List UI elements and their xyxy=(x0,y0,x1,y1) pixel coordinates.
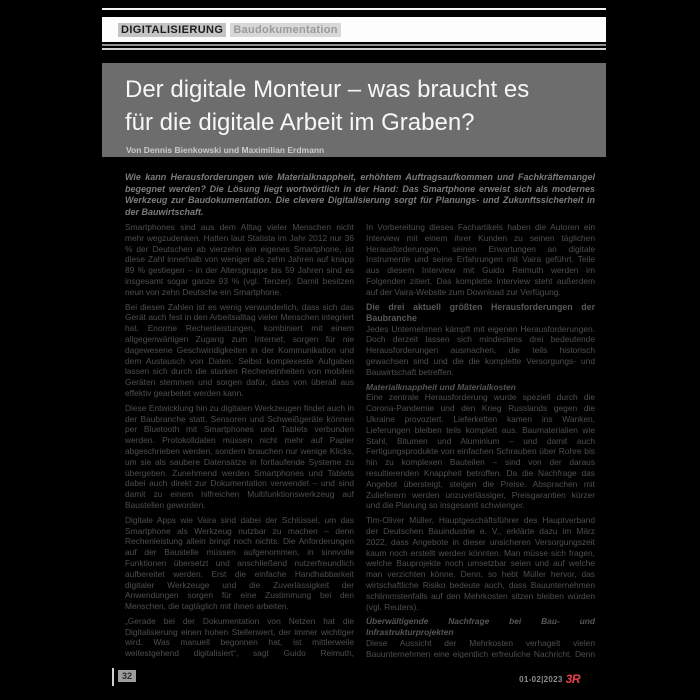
issue-group xyxy=(519,672,580,686)
section-heading: Die drei aktuell größten Herausforderungen der Baubranche xyxy=(366,301,595,323)
page-top-rule xyxy=(102,8,606,10)
page-number: 32 xyxy=(118,670,136,682)
paragraph: Jedes Unternehmen kämpft mit eigenen Herausforderungen. Doch derzeit lassen sich mindestens drei bedeutende Herausforderungen ausmachen, die teils historisch gewachsen sind und die die komplette Versorgungs- und Bauwirtschaft betreffen. xyxy=(366,323,595,377)
paragraph: Diese Entwicklung hin zu digitalen Werkzeugen findet auch in der Baubranche statt. Sensoren und Schweißgeräte können per Bluetooth mit Smartphones und Tablets verbunden werden. Protokolldaten müssen nicht mehr auf Papier abgeschrieben werden, sondern brauchen nur wenige Klicks, um sie als saubere Datensätze in fortlaufende Systeme zu übergeben. Zunehmend werden Smartphones und Tablets dabei auch direkt zur Dokumentation verwendet – und sind damit zu einem hilfreichen Multifunktionswerkzeug auf Baustellen geworden. xyxy=(125,402,354,510)
paragraph: Bei diesen Zahlen ist es wenig verwunderlich, dass sich das Gerät auch fest in den Arbeitsalltag vieler Menschen integriert hat. Enorme Rechenleistungen, kombiniert mit einem allgegenwärtigen Zugang zum Internet, sorgen für nie dagewesene Geschwindigkeiten in der Kommunikation und dem Austausch von Daten. Selbst komplexeste Aufgaben lassen sich durch die starken Recheneinheiten von mobilen Geräten stemmen und sorgen dafür, dass von überall aus effektiv gearbeitet werden kann. xyxy=(125,301,354,398)
paragraph: Digitale Apps wie Vaira sind dabei der Schlüssel, um das Smartphone als Werkzeug nutzbar zu machen – denn Rechenleistung allein bringt noch nichts. Die Anforderungen auf der Baustelle müssen aufgenommen, in sinnvolle Funktionen übersetzt und anschließend nutzerfreundlich aufbereitet werden. Erst die einfache Handhabbarkeit digitaler Werkzeuge und die Zuverlässigkeit der Anwendungen sorgen für eine Zustimmung bei den Menschen, die tagtäglich mit ihnen arbeiten. xyxy=(125,514,354,612)
article-title-line2: für die digitale Arbeit im Graben? xyxy=(125,109,475,136)
right-column xyxy=(366,222,595,658)
article-byline: Von Dennis Bienkowski und Maximilian Erdmann xyxy=(126,145,325,155)
magazine-logo-3r: 3R xyxy=(565,672,580,686)
page-footer xyxy=(100,666,610,690)
subsection-heading: Überwältigende Nachfrage bei Bau- und Infrastrukturprojekten xyxy=(366,616,595,638)
kicker-category: DIGITALISIERUNG xyxy=(118,23,226,37)
subsection-heading: Materialknappheit und Materialkosten xyxy=(366,381,516,392)
article-title-line1: Der digitale Monteur – was braucht es xyxy=(125,76,530,103)
kicker-band xyxy=(102,17,606,42)
article-title xyxy=(125,73,586,139)
paragraph: In Vorbereitung dieses Fachartikels haben die Autoren ein Interview mit einem ihrer Kunden zu seinen täglichen Herausforderungen, seinen Erwartungen an digitale Instrumente und seine Erfahrungen mit Vaira geführt. Teile aus diesem Interview mit Guido Reimuth werden im Folgenden zitiert. Das komplette Interview steht außerdem auf der Vaira-Website zum Download zur Verfügung. xyxy=(366,222,595,297)
page-number-rule xyxy=(112,668,114,686)
intro-paragraph: Wie kann Herausforderungen wie Materialknappheit, erhöhtem Auftragsaufkommen und Fachkräftemangel begegnet werden? Die Lösung liegt wortwörtlich in der Hand: Das Smartphone erweist sich als modernes Werkzeug zur Baudokumentation. Die clevere Digitalisierung sorgt für Planungs- und Zukunftssicherheit in der Bauwirtschaft. xyxy=(125,172,595,217)
kicker-divider-dark xyxy=(102,44,606,46)
left-column xyxy=(125,222,354,658)
paragraph: Smartphones sind aus dem Alltag vieler Menschen nicht mehr wegzudenken. Hatten laut Statista im Jahr 2012 nur 36 % der Deutschen ab vierzehn ein eigenes Smartphone, ist diese Zahl innerhalb von weniger als zehn Jahren auf knapp 89 % gestiegen – in der Altersgruppe bis 59 Jahren sind es insgesamt sogar ganze 93 % (vgl. Tenzer). Damit besitzen neun von zehn Deutsche ein Smartphone. xyxy=(125,222,354,297)
kicker-divider-light xyxy=(102,48,606,50)
title-box xyxy=(102,63,606,157)
article-body xyxy=(125,222,595,658)
paragraph: Diese Aussicht der Mehrkosten verhagelt vielen Bauunternehmen eine eigentlich erfreuliche Nachricht. Denn xyxy=(366,637,595,658)
magazine-page xyxy=(100,0,610,700)
kicker-subcategory: Baudokumentation xyxy=(230,23,340,37)
issue-label: 01-02|2023 xyxy=(519,674,563,684)
paragraph: Tim-Oliver Müller, Hauptgeschäftsführer des Hauptverband der Deutschen Bauindustrie e. V., erklärte dazu im März 2022, dass Angebote in dieser unsicheren Versorgungszeit kaum noch erstellt werden könnten. Man müsse sich fragen, welche Bauprojekte noch umsetzbar seien und auf welche man verzichten könne. Denn, so hebt Müller hervor, das wirtschaftliche Risiko bedeute auch, dass Bauunternehmen schlimmstenfalls auf den Mehrkosten sitzen bleiben würden (vgl. Reuters). xyxy=(366,515,595,612)
paragraph: Eine zentrale Herausforderung wurde speziell durch die Corona-Pandemie und den Krieg Russlands gegen die Ukraine provoziert. Lieferketten kamen ins Wanken, Lieferungen bleiben teils komplett aus. Baumaterialien wie Stahl, Bitumen und Aluminium – und damit auch Fertigungsprodukte von einfachen Schrauben über Rohre bis hin zu komplexen Bauteilen – sind von der daraus resultierenden Knappheit betroffen. Da die Nachfrage das Angebot übersteigt, steigen die Preise. Absprachen mit Zulieferern werden unzuverlässiger, Preisgarantien kürzer und die Planung so insgesamt schwieriger. xyxy=(366,392,595,511)
paragraph: „Gerade bei der Dokumentation von Netzen hat die Digitalisierung einen hohen Stellenwert, der immer wichtiger wird. Was manuell begonnen hat, ist mittlerweile weitestgehend digitalisiert“, sagt Guido Reimuth, xyxy=(125,615,354,658)
